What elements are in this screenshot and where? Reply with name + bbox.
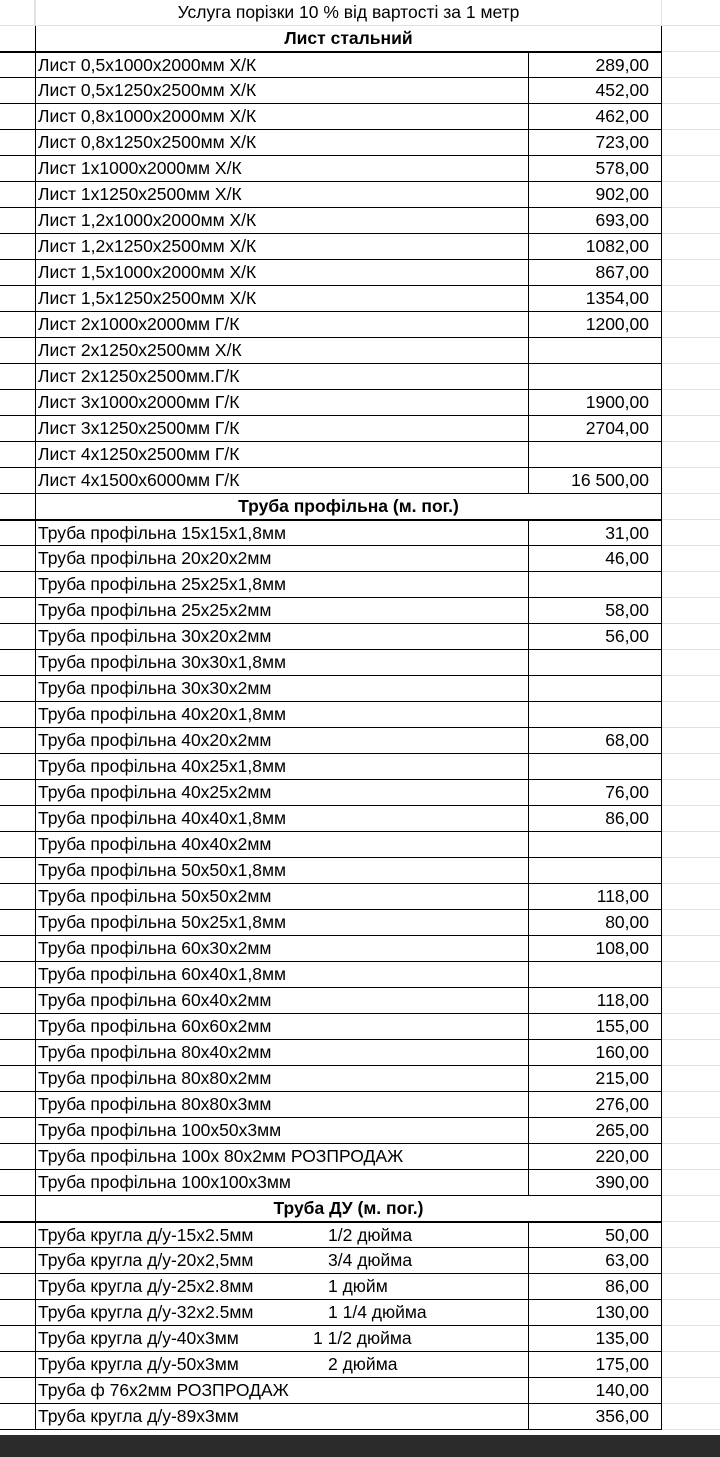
- row-header-cell: [0, 1144, 35, 1170]
- table-row: [0, 468, 720, 494]
- row-header-cell: [0, 1352, 35, 1378]
- row-header-cell: [0, 1014, 35, 1040]
- item-size: 1 дюйм: [328, 1276, 388, 1296]
- item-price-cell[interactable]: 46,00: [528, 546, 662, 572]
- row-header-cell: [0, 1222, 35, 1248]
- table-row: [0, 1066, 720, 1092]
- item-name-cell[interactable]: Труба профільна 40х25х1,8мм: [35, 754, 528, 780]
- row-header-cell: [0, 728, 35, 754]
- table-row: [0, 546, 720, 572]
- table-row: [0, 364, 720, 390]
- item-name-cell[interactable]: Труба профільна 80х80х2мм: [35, 1066, 528, 1092]
- empty-cell: [662, 1066, 720, 1092]
- row-header-cell: [0, 936, 35, 962]
- empty-cell: [662, 1222, 720, 1248]
- item-price-cell[interactable]: 276,00: [528, 1092, 662, 1118]
- table-row: [0, 52, 720, 78]
- item-name-cell[interactable]: Труба профільна 40х20х2мм: [35, 728, 528, 754]
- item-size: 1/2 дюйма: [328, 1225, 413, 1245]
- row-header-cell: [0, 130, 35, 156]
- item-price-cell[interactable]: 63,00: [528, 1248, 662, 1274]
- row-header-cell: [0, 338, 35, 364]
- item-name-cell[interactable]: Труба профільна 25х25х1,8мм: [35, 572, 528, 598]
- empty-cell: [662, 1092, 720, 1118]
- row-header-cell: [0, 442, 35, 468]
- empty-cell: [662, 858, 720, 884]
- item-price-cell[interactable]: [528, 754, 662, 780]
- item-name-cell[interactable]: [35, 1378, 528, 1404]
- table-row: [0, 988, 720, 1014]
- item-price-cell[interactable]: 289,00: [528, 52, 662, 78]
- empty-cell: [662, 130, 720, 156]
- item-name-cell[interactable]: Труба профільна 80х80х3мм: [35, 1092, 528, 1118]
- row-header-cell: [0, 468, 35, 494]
- table-row: [0, 1326, 720, 1352]
- empty-cell: [662, 104, 720, 130]
- row-header-cell: [0, 546, 35, 572]
- empty-cell: [662, 598, 720, 624]
- section-title[interactable]: Труба профільна (м. пог.): [35, 494, 662, 520]
- item-price-cell[interactable]: 50,00: [528, 1222, 662, 1248]
- item-price-cell[interactable]: 130,00: [528, 1300, 662, 1326]
- item-price-cell[interactable]: [528, 442, 662, 468]
- empty-cell: [662, 260, 720, 286]
- table-row: [0, 286, 720, 312]
- table-row: [0, 832, 720, 858]
- row-header-cell: [0, 598, 35, 624]
- item-name-cell[interactable]: Лист 0,8х1250х2500мм Х/К: [35, 130, 528, 156]
- item-name: Труба кругла д/у-50х3мм: [38, 1354, 239, 1374]
- row-header-cell: [0, 1326, 35, 1352]
- item-price-cell[interactable]: 118,00: [528, 884, 662, 910]
- empty-cell: [662, 884, 720, 910]
- item-price-cell[interactable]: 160,00: [528, 1040, 662, 1066]
- table-row: [0, 624, 720, 650]
- table-row: [0, 650, 720, 676]
- item-price-cell[interactable]: 68,00: [528, 728, 662, 754]
- row-header-cell: [0, 702, 35, 728]
- row-header-cell: [0, 572, 35, 598]
- row-header-cell: [0, 624, 35, 650]
- item-price-cell[interactable]: 265,00: [528, 1118, 662, 1144]
- empty-cell: [662, 1352, 720, 1378]
- section-header-row: [0, 1196, 720, 1222]
- row-header-cell: [0, 104, 35, 130]
- row-header-cell: [0, 52, 35, 78]
- row-header-cell: [0, 754, 35, 780]
- item-price-cell[interactable]: 80,00: [528, 910, 662, 936]
- table-row: [0, 208, 720, 234]
- empty-cell: [662, 936, 720, 962]
- item-price-cell[interactable]: 902,00: [528, 182, 662, 208]
- item-price-cell[interactable]: 108,00: [528, 936, 662, 962]
- table-row: [0, 936, 720, 962]
- item-name-cell[interactable]: Труба профільна 50х50х1,8мм: [35, 858, 528, 884]
- item-name-cell[interactable]: Труба профільна 60х60х2мм: [35, 1014, 528, 1040]
- empty-cell: [662, 26, 720, 52]
- item-price-cell[interactable]: 135,00: [528, 1326, 662, 1352]
- item-name-cell[interactable]: Труба профільна 50х25х1,8мм: [35, 910, 528, 936]
- table-row: [0, 962, 720, 988]
- item-price-cell[interactable]: 215,00: [528, 1066, 662, 1092]
- item-price-cell[interactable]: 693,00: [528, 208, 662, 234]
- item-size: 3/4 дюйма: [328, 1250, 413, 1270]
- item-name-cell[interactable]: Лист 1,2х1000х2000мм Х/К: [35, 208, 528, 234]
- sheet-header-cell[interactable]: Услуга порізки 10 % від вартості за 1 метр: [35, 0, 662, 26]
- item-price-cell[interactable]: 140,00: [528, 1378, 662, 1404]
- item-name-cell[interactable]: [35, 1222, 528, 1248]
- item-price-cell[interactable]: 86,00: [528, 1274, 662, 1300]
- empty-cell: [662, 52, 720, 78]
- empty-cell: [662, 650, 720, 676]
- item-price-cell[interactable]: 220,00: [528, 1144, 662, 1170]
- item-price-cell[interactable]: [528, 702, 662, 728]
- empty-cell: [662, 988, 720, 1014]
- item-name-cell[interactable]: Лист 4х1250х2500мм Г/К: [35, 442, 528, 468]
- item-name-cell[interactable]: Труба профільна 25х25х2мм: [35, 598, 528, 624]
- empty-cell: [662, 494, 720, 520]
- row-header-cell: [0, 390, 35, 416]
- empty-cell: [662, 364, 720, 390]
- item-name-cell[interactable]: Лист 0,5х1250х2500мм Х/К: [35, 78, 528, 104]
- section-title[interactable]: Лист стальний: [35, 26, 662, 52]
- item-name-cell[interactable]: Лист 2х1000х2000мм Г/К: [35, 312, 528, 338]
- row-header-cell: [0, 1404, 35, 1430]
- item-name-cell[interactable]: Труба профільна 40х40х2мм: [35, 832, 528, 858]
- row-header-cell: [0, 494, 35, 520]
- row-header-cell: [0, 182, 35, 208]
- section-title[interactable]: Труба ДУ (м. пог.): [35, 1196, 662, 1222]
- empty-cell: [662, 1144, 720, 1170]
- row-header-cell: [0, 312, 35, 338]
- empty-cell: [662, 1404, 720, 1430]
- table-row: [0, 442, 720, 468]
- empty-cell: [662, 1170, 720, 1196]
- row-header-cell: [0, 1118, 35, 1144]
- item-name-cell[interactable]: Труба профільна 100х100х3мм: [35, 1170, 528, 1196]
- row-header-cell: [0, 1248, 35, 1274]
- table-row: [0, 1092, 720, 1118]
- item-price-cell[interactable]: 1354,00: [528, 286, 662, 312]
- empty-cell: [662, 0, 720, 26]
- row-header-cell: [0, 1092, 35, 1118]
- table-row: [0, 312, 720, 338]
- empty-cell: [662, 156, 720, 182]
- sheet-header-row: [0, 0, 720, 26]
- item-name: Труба кругла д/у-25х2.8мм: [38, 1276, 254, 1296]
- item-name-cell[interactable]: Труба профільна 40х20х1,8мм: [35, 702, 528, 728]
- item-price-cell[interactable]: [528, 572, 662, 598]
- table-row: [0, 130, 720, 156]
- item-name-cell[interactable]: Труба профільна 50х50х2мм: [35, 884, 528, 910]
- item-price-cell[interactable]: [528, 832, 662, 858]
- item-name-cell[interactable]: Труба профільна 100х50х3мм: [35, 1118, 528, 1144]
- section-header-row: [0, 494, 720, 520]
- item-price-cell[interactable]: [528, 338, 662, 364]
- table-row: [0, 182, 720, 208]
- item-name-cell[interactable]: Лист 3х1250х2500мм Г/К: [35, 416, 528, 442]
- row-header-cell: [0, 1040, 35, 1066]
- item-price-cell[interactable]: 175,00: [528, 1352, 662, 1378]
- row-header-cell: [0, 884, 35, 910]
- empty-cell: [662, 78, 720, 104]
- row-header-cell: [0, 286, 35, 312]
- empty-cell: [662, 468, 720, 494]
- item-name-cell[interactable]: Труба профільна 30х20х2мм: [35, 624, 528, 650]
- table-row: [0, 1352, 720, 1378]
- table-row: [0, 234, 720, 260]
- item-name-cell[interactable]: Труба профільна 40х40х1,8мм: [35, 806, 528, 832]
- item-name-cell[interactable]: [35, 1274, 528, 1300]
- item-price-cell[interactable]: 578,00: [528, 156, 662, 182]
- item-price-cell[interactable]: 155,00: [528, 1014, 662, 1040]
- empty-cell: [662, 208, 720, 234]
- table-row: [0, 754, 720, 780]
- empty-cell: [662, 390, 720, 416]
- item-price-cell[interactable]: 356,00: [528, 1404, 662, 1430]
- empty-cell: [662, 1378, 720, 1404]
- row-header-cell: [0, 988, 35, 1014]
- empty-cell: [662, 1248, 720, 1274]
- row-header-cell: [0, 1170, 35, 1196]
- item-name-cell[interactable]: [35, 1326, 528, 1352]
- item-size: 1 1/4 дюйма: [328, 1302, 427, 1322]
- row-header-cell: [0, 364, 35, 390]
- table-row: [0, 1300, 720, 1326]
- item-price-cell[interactable]: 452,00: [528, 78, 662, 104]
- item-name: Труба ф 76х2мм РОЗПРОДАЖ: [38, 1380, 289, 1400]
- empty-cell: [662, 962, 720, 988]
- table-row: [0, 858, 720, 884]
- row-header-cell: [0, 1066, 35, 1092]
- item-price-cell[interactable]: 56,00: [528, 624, 662, 650]
- table-row: [0, 390, 720, 416]
- row-header-cell: [0, 1274, 35, 1300]
- table-row: [0, 1404, 720, 1430]
- table-row: [0, 1144, 720, 1170]
- row-header-cell: [0, 832, 35, 858]
- empty-cell: [662, 312, 720, 338]
- table-row: [0, 884, 720, 910]
- table-row: [0, 416, 720, 442]
- row-header-cell: [0, 910, 35, 936]
- row-header-cell: [0, 520, 35, 546]
- item-price-cell[interactable]: 1200,00: [528, 312, 662, 338]
- table-row: [0, 1118, 720, 1144]
- item-price-cell[interactable]: 723,00: [528, 130, 662, 156]
- item-price-cell[interactable]: [528, 858, 662, 884]
- empty-cell: [662, 416, 720, 442]
- row-header-cell: [0, 1378, 35, 1404]
- table-row: [0, 520, 720, 546]
- empty-cell: [662, 1040, 720, 1066]
- item-name-cell[interactable]: [35, 1352, 528, 1378]
- item-name: Труба кругла д/у-89х3мм: [38, 1406, 239, 1426]
- empty-cell: [662, 546, 720, 572]
- item-name: Труба кругла д/у-20х2,5мм: [38, 1250, 254, 1270]
- empty-cell: [662, 754, 720, 780]
- empty-cell: [662, 702, 720, 728]
- row-header-cell: [0, 676, 35, 702]
- empty-cell: [662, 520, 720, 546]
- empty-cell: [662, 832, 720, 858]
- item-price-cell[interactable]: [528, 364, 662, 390]
- item-name-cell[interactable]: Труба профільна 15х15х1,8мм: [35, 520, 528, 546]
- table-row: [0, 910, 720, 936]
- table-row: [0, 702, 720, 728]
- item-name-cell[interactable]: Труба профільна 60х40х2мм: [35, 988, 528, 1014]
- item-name-cell[interactable]: Труба профільна 40х25х2мм: [35, 780, 528, 806]
- item-price-cell[interactable]: 31,00: [528, 520, 662, 546]
- row-header-cell: [0, 260, 35, 286]
- table-row: [0, 676, 720, 702]
- table-row: [0, 1274, 720, 1300]
- row-header-cell: [0, 1196, 35, 1222]
- table-row: [0, 260, 720, 286]
- item-name-cell[interactable]: Лист 0,5х1000х2000мм Х/К: [35, 52, 528, 78]
- empty-cell: [662, 234, 720, 260]
- row-header-cell: [0, 26, 35, 52]
- empty-cell: [662, 1300, 720, 1326]
- item-name-cell[interactable]: Труба профільна 60х40х1,8мм: [35, 962, 528, 988]
- empty-cell: [662, 1014, 720, 1040]
- item-price-cell[interactable]: 462,00: [528, 104, 662, 130]
- table-row: [0, 1248, 720, 1274]
- item-name-cell[interactable]: Труба профільна 20х20х2мм: [35, 546, 528, 572]
- item-price-cell[interactable]: 390,00: [528, 1170, 662, 1196]
- row-header-cell: [0, 0, 35, 26]
- item-price-cell[interactable]: 86,00: [528, 806, 662, 832]
- item-name-cell[interactable]: Лист 4х1500х6000мм Г/К: [35, 468, 528, 494]
- row-header-cell: [0, 416, 35, 442]
- row-header-cell: [0, 806, 35, 832]
- table-row: [0, 1222, 720, 1248]
- item-name-cell[interactable]: Лист 1х1000х2000мм Х/К: [35, 156, 528, 182]
- table-row: [0, 1378, 720, 1404]
- empty-cell: [662, 338, 720, 364]
- row-header-cell: [0, 208, 35, 234]
- item-price-cell[interactable]: 2704,00: [528, 416, 662, 442]
- table-row: [0, 338, 720, 364]
- item-name: Труба кругла д/у-40х3мм: [38, 1328, 239, 1348]
- table-row: [0, 780, 720, 806]
- item-name: Труба кругла д/у-32х2.5мм: [38, 1302, 254, 1322]
- item-price-cell[interactable]: 867,00: [528, 260, 662, 286]
- item-price-cell[interactable]: 16 500,00: [528, 468, 662, 494]
- table-row: [0, 572, 720, 598]
- table-row: [0, 728, 720, 754]
- table-row: [0, 78, 720, 104]
- item-name-cell[interactable]: Труба профільна 30х30х2мм: [35, 676, 528, 702]
- table-row: [0, 1170, 720, 1196]
- table-row: [0, 1014, 720, 1040]
- empty-cell: [662, 1274, 720, 1300]
- item-name-cell[interactable]: [35, 1248, 528, 1274]
- item-name-cell[interactable]: Лист 1,5х1000х2000мм Х/К: [35, 260, 528, 286]
- item-name-cell[interactable]: [35, 1404, 528, 1430]
- row-header-cell: [0, 1300, 35, 1326]
- item-size: 2 дюйма: [328, 1354, 398, 1374]
- item-name-cell[interactable]: Лист 1х1250х2500мм Х/К: [35, 182, 528, 208]
- item-name-cell[interactable]: Труба профільна 80х40х2мм: [35, 1040, 528, 1066]
- table-row: [0, 806, 720, 832]
- empty-cell: [662, 572, 720, 598]
- table-row: [0, 156, 720, 182]
- item-name-cell[interactable]: Лист 1,5х1250х2500мм Х/К: [35, 286, 528, 312]
- row-header-cell: [0, 234, 35, 260]
- empty-cell: [662, 1196, 720, 1222]
- empty-cell: [662, 780, 720, 806]
- item-price-cell[interactable]: [528, 676, 662, 702]
- item-price-cell[interactable]: [528, 962, 662, 988]
- item-name-cell[interactable]: Лист 1,2х1250х2500мм Х/К: [35, 234, 528, 260]
- row-header-cell: [0, 156, 35, 182]
- item-price-cell[interactable]: 1900,00: [528, 390, 662, 416]
- empty-cell: [662, 286, 720, 312]
- empty-cell: [662, 806, 720, 832]
- item-price-cell[interactable]: 76,00: [528, 780, 662, 806]
- row-header-cell: [0, 650, 35, 676]
- section-header-row: [0, 26, 720, 52]
- empty-cell: [662, 442, 720, 468]
- item-name-cell[interactable]: Труба профільна 100х 80х2мм РОЗПРОДАЖ: [35, 1144, 528, 1170]
- table-row: [0, 1040, 720, 1066]
- item-name-cell[interactable]: [35, 1300, 528, 1326]
- table-row: [0, 104, 720, 130]
- item-name-cell[interactable]: Труба профільна 60х30х2мм: [35, 936, 528, 962]
- empty-cell: [662, 182, 720, 208]
- item-price-cell[interactable]: 58,00: [528, 598, 662, 624]
- item-name-cell[interactable]: Труба профільна 30х30х1,8мм: [35, 650, 528, 676]
- item-size: 1 1/2 дюйма: [313, 1328, 412, 1348]
- empty-cell: [662, 1118, 720, 1144]
- item-name-cell[interactable]: Лист 2х1250х2500мм Х/К: [35, 338, 528, 364]
- item-price-cell[interactable]: 118,00: [528, 988, 662, 1014]
- empty-cell: [662, 624, 720, 650]
- empty-cell: [662, 676, 720, 702]
- item-name: Труба кругла д/у-15х2.5мм: [38, 1225, 254, 1245]
- row-header-cell: [0, 858, 35, 884]
- row-header-cell: [0, 78, 35, 104]
- item-price-cell[interactable]: [528, 650, 662, 676]
- table-row: [0, 598, 720, 624]
- row-header-cell: [0, 962, 35, 988]
- item-name-cell[interactable]: Лист 0,8х1000х2000мм Х/К: [35, 104, 528, 130]
- empty-cell: [662, 728, 720, 754]
- row-header-cell: [0, 780, 35, 806]
- item-name-cell[interactable]: Лист 2х1250х2500мм.Г/К: [35, 364, 528, 390]
- item-price-cell[interactable]: 1082,00: [528, 234, 662, 260]
- empty-cell: [662, 1326, 720, 1352]
- bottom-bar: [0, 1435, 720, 1457]
- empty-cell: [662, 910, 720, 936]
- item-name-cell[interactable]: Лист 3х1000х2000мм Г/К: [35, 390, 528, 416]
